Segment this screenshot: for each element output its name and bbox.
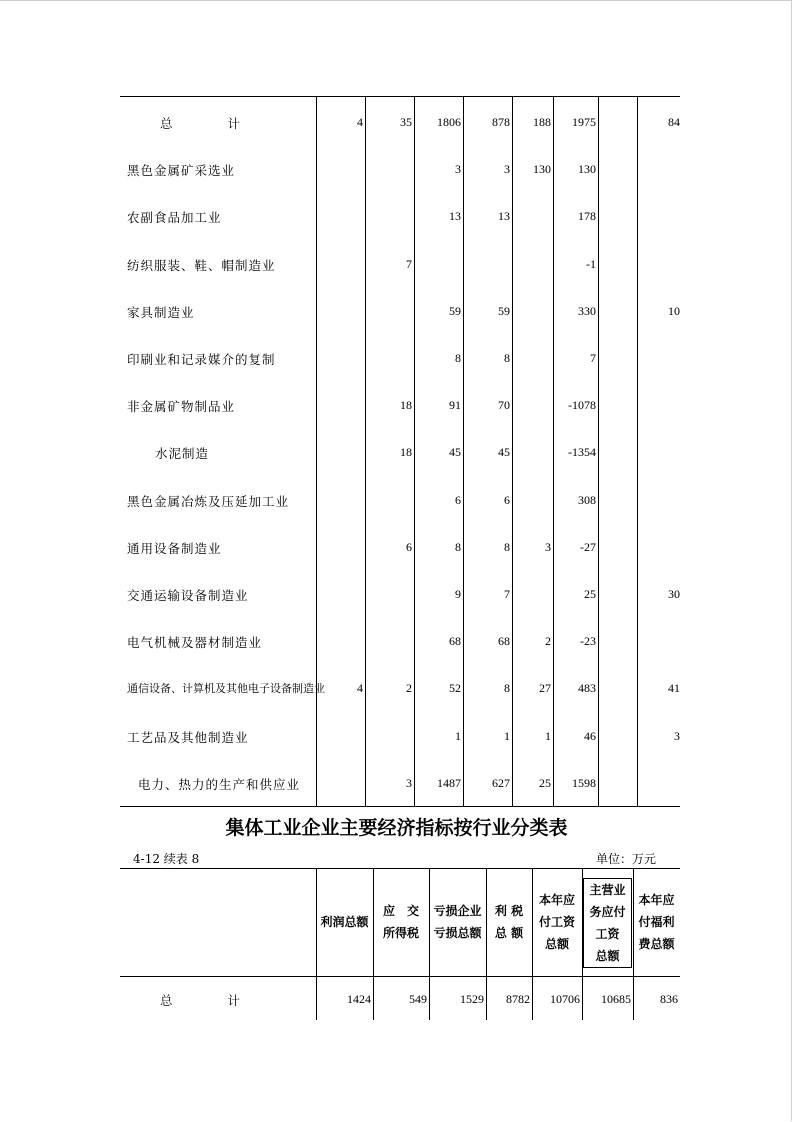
cell-value: 25 xyxy=(539,775,551,790)
column-header-line: 亏损企业 xyxy=(433,904,482,918)
row-label: 通信设备、计算机及其他电子设备制造业 xyxy=(127,682,325,696)
column-divider xyxy=(316,868,317,1020)
column-header xyxy=(430,900,485,944)
column-header-line: 本年应 xyxy=(638,893,675,907)
cell-value: 1975 xyxy=(572,115,596,129)
row-label: 黑色金属矿采选业 xyxy=(127,163,236,179)
row-label: 通用设备制造业 xyxy=(127,540,222,556)
cell-value: -1 xyxy=(586,256,596,271)
cell-value: -23 xyxy=(580,634,596,649)
cell-value: 45 xyxy=(498,445,510,460)
cell-value: 35 xyxy=(400,115,412,129)
cell-value: 178 xyxy=(578,209,596,224)
row-label: 总 计 xyxy=(160,993,242,1008)
cell-value: 18 xyxy=(400,445,412,460)
column-divider xyxy=(373,868,374,1020)
column-divider xyxy=(429,868,430,1020)
row-label: 家具制造业 xyxy=(127,304,195,320)
cell-value: 91 xyxy=(449,398,461,413)
row-label: 印刷业和记录媒介的复制 xyxy=(127,352,276,367)
cell-value: 84 xyxy=(668,115,680,129)
row-label: 非金属矿物制品业 xyxy=(127,399,236,415)
column-header-line: 主营业 xyxy=(589,883,626,897)
cell-value: 46 xyxy=(584,728,596,743)
column-header xyxy=(533,889,581,955)
cell-value: 8 xyxy=(455,351,461,365)
cell-value: 30 xyxy=(668,587,680,601)
cell-value: 4 xyxy=(357,681,363,696)
column-header-line: 亏损总额 xyxy=(433,926,482,940)
cell-value: 59 xyxy=(498,303,510,318)
cell-value: 70 xyxy=(498,398,510,413)
cell-value: 130 xyxy=(578,162,596,177)
cell-value: 68 xyxy=(449,634,461,649)
column-header-line: 本年应 xyxy=(538,893,575,907)
column-header-line: 务应付 xyxy=(589,905,626,919)
cell-value: -1354 xyxy=(568,445,596,460)
column-divider xyxy=(414,96,415,806)
column-header xyxy=(583,878,632,968)
row-label: 总 计 xyxy=(160,116,242,131)
cell-value: 1 xyxy=(504,728,510,743)
column-divider xyxy=(463,96,464,806)
cell-value: 878 xyxy=(492,115,510,129)
page-title: 集体工业企业主要经济指标按行业分类表 xyxy=(225,817,568,839)
cell-value: 3 xyxy=(406,775,412,790)
cell-value: 59 xyxy=(449,303,461,318)
cell-value: 52 xyxy=(449,681,461,696)
row-label: 水泥制造 xyxy=(155,446,210,462)
header-bottom-border xyxy=(120,976,680,977)
cell-value: 4 xyxy=(357,115,363,129)
column-header xyxy=(317,911,372,933)
cell-value: 27 xyxy=(539,681,551,696)
row-label: 农副食品加工业 xyxy=(127,210,222,226)
cell-value: 8 xyxy=(504,539,510,554)
cell-value: 6 xyxy=(455,492,461,507)
column-header-line: 总额 xyxy=(595,949,620,963)
cell-value: 1598 xyxy=(572,775,596,790)
cell-value: 68 xyxy=(498,634,510,649)
row-label: 工艺品及其他制造业 xyxy=(127,729,249,745)
cell-value: 13 xyxy=(449,209,461,224)
column-header xyxy=(374,900,428,944)
table-bottom-border xyxy=(120,806,680,807)
cell-value: 8782 xyxy=(506,992,530,1006)
row-label: 电力、热力的生产和供应业 xyxy=(138,776,301,792)
cell-value: 3 xyxy=(674,728,680,743)
column-header-line: 费总额 xyxy=(638,937,675,951)
column-header xyxy=(634,889,679,955)
row-label: 电气机械及器材制造业 xyxy=(127,635,263,651)
cell-value: 188 xyxy=(533,115,551,129)
cell-value: 1 xyxy=(455,728,461,743)
cell-value: 3 xyxy=(455,162,461,177)
cell-value: 25 xyxy=(584,587,596,601)
column-header-line: 应 交 xyxy=(382,904,419,918)
cell-value: 7 xyxy=(590,351,596,365)
column-divider xyxy=(598,96,599,806)
cell-value: 2 xyxy=(545,634,551,649)
column-divider xyxy=(512,96,513,806)
cell-value: 18 xyxy=(400,398,412,413)
cell-value: 1424 xyxy=(347,992,371,1006)
cell-value: 3 xyxy=(545,539,551,554)
cell-value: 1487 xyxy=(437,775,461,790)
cell-value: 1806 xyxy=(437,115,461,129)
table-number: 4-12 续表 8 xyxy=(133,852,200,866)
cell-value: 7 xyxy=(504,587,510,601)
column-header-line: 付福利 xyxy=(638,915,675,929)
cell-value: 549 xyxy=(409,992,427,1006)
cell-value: 8 xyxy=(504,681,510,696)
cell-value: 10 xyxy=(668,303,680,318)
table-top-border xyxy=(120,868,680,869)
cell-value: 308 xyxy=(578,492,596,507)
cell-value: 41 xyxy=(668,681,680,696)
column-divider xyxy=(365,96,366,806)
column-header-line: 付工资 xyxy=(538,915,575,929)
cell-value: 7 xyxy=(406,256,412,271)
cell-value: 483 xyxy=(578,681,596,696)
column-header-line: 工资 xyxy=(595,927,620,941)
row-label: 纺织服装、鞋、帽制造业 xyxy=(127,257,276,273)
column-header-line: 利润总额 xyxy=(320,915,369,929)
cell-value: 627 xyxy=(492,775,510,790)
column-header xyxy=(487,900,531,944)
cell-value: -1078 xyxy=(568,398,596,413)
cell-value: -27 xyxy=(580,539,596,554)
cell-value: 130 xyxy=(533,162,551,177)
column-header-line: 总 额 xyxy=(494,926,524,940)
table-top-border xyxy=(120,96,680,97)
cell-value: 45 xyxy=(449,445,461,460)
row-label: 交通运输设备制造业 xyxy=(127,588,249,603)
cell-value: 6 xyxy=(406,539,412,554)
cell-value: 8 xyxy=(455,539,461,554)
cell-value: 10706 xyxy=(550,992,580,1006)
cell-value: 6 xyxy=(504,492,510,507)
cell-value: 1529 xyxy=(460,992,484,1006)
row-label: 黑色金属冶炼及压延加工业 xyxy=(127,493,290,509)
column-divider xyxy=(637,96,638,806)
cell-value: 3 xyxy=(504,162,510,177)
unit-label: 单位：万元 xyxy=(596,852,657,866)
cell-value: 13 xyxy=(498,209,510,224)
cell-value: 8 xyxy=(504,351,510,365)
cell-value: 330 xyxy=(578,303,596,318)
cell-value: 9 xyxy=(455,587,461,601)
column-divider xyxy=(316,96,317,806)
cell-value: 10685 xyxy=(601,992,631,1006)
cell-value: 836 xyxy=(660,992,678,1006)
cell-value: 1 xyxy=(545,728,551,743)
column-header-line: 利 税 xyxy=(494,904,524,918)
column-header-line: 总额 xyxy=(544,937,569,951)
cell-value: 2 xyxy=(406,681,412,696)
column-header-line: 所得税 xyxy=(382,926,419,940)
